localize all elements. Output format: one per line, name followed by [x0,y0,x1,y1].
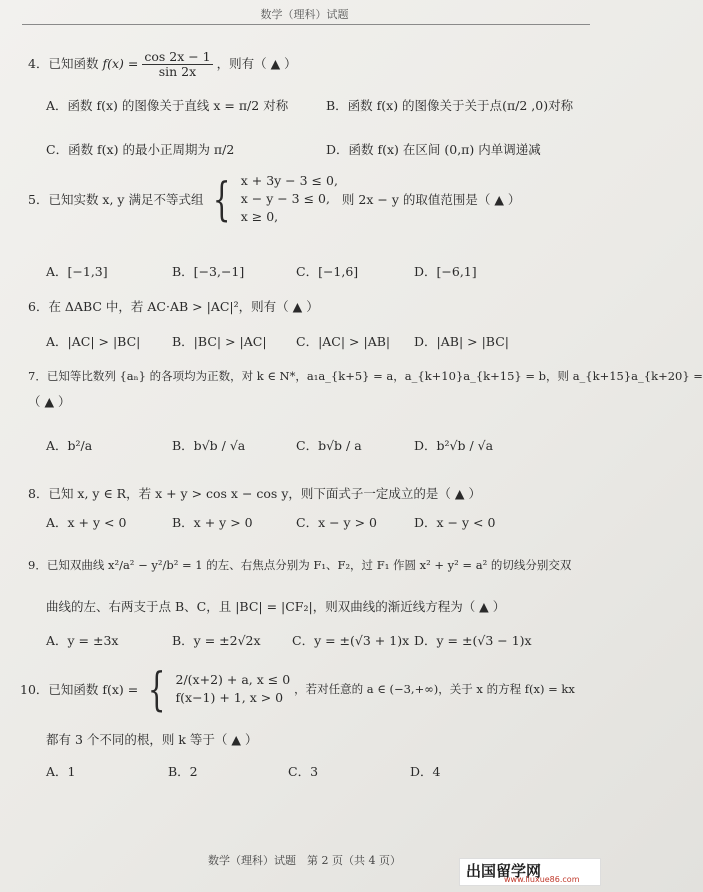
q10-piecewise [176,671,291,707]
q5-constraint-2: x − y − 3 ≤ 0, [240,191,330,207]
q7-option-d: D．b²√b / √a [414,438,494,453]
q10-stem-a: 10．已知函数 f(x) = [20,682,139,697]
q4-option-b: B．函数 f(x) 的图像关于关于点(π/2 ,0)对称 [326,98,574,113]
q8-option-a: A．x + y < 0 [46,515,127,530]
q4-eq: = [127,55,139,71]
q10-option-d: D．4 [410,764,441,779]
q5-brace: { [213,172,231,227]
q5-system [241,172,338,226]
q4-frac-num: cos 2x − 1 [144,49,211,64]
q8-option-d: D．x − y < 0 [414,515,496,530]
q10-brace: { [148,662,166,716]
q10-option-c: C．3 [288,764,319,779]
q6-option-b: B．|BC| > |AC| [172,334,267,349]
q6-option-a: A．|AC| > |BC| [46,334,141,349]
q10-piece-1: 2/(x+2) + a, x ≤ 0 [175,671,291,687]
page-footer: 数学（理科）试题 第 2 页（共 4 页） [208,854,401,867]
question-7-stem-2: （ ▲ ） [28,394,71,409]
q5-option-d: D．[−6,1] [414,264,477,279]
q4-option-d: D．函数 f(x) 在区间 (0,π) 内单调递减 [326,142,541,157]
q4-option-c: C．函数 f(x) 的最小正周期为 π/2 [46,142,235,157]
q9-option-a: A．y = ±3x [46,633,119,648]
q4-fraction [142,50,212,79]
q9-option-b: B．y = ±2√2x [172,633,261,648]
q6-option-d: D．|AB| > |BC| [414,334,509,349]
page-header: 数学（理科）试题 [260,8,349,21]
q5-stem-a: 5．已知实数 x, y 满足不等式组 [28,192,204,208]
q9-option-c: C．y = ±(√3 + 1)x [292,633,410,648]
q5-stem-b: 则 2x − y 的取值范围是（ ▲ ） [341,192,521,208]
question-9-stem-1: 9．已知双曲线 x²/a² − y²/b² = 1 的左、右焦点分别为 F₁、F₂，过 F₁ 作圆 x² + y² = a² 的切线分别交双 [28,558,572,572]
q8-option-b: B．x + y > 0 [172,515,253,530]
q7-option-a: A．b²/a [46,438,93,453]
q5-option-b: B．[−3,−1] [172,264,245,279]
q4-option-a: A．函数 f(x) 的图像关于直线 x = π/2 对称 [46,98,289,113]
site-watermark [459,858,601,886]
q8-option-c: C．x − y > 0 [296,515,377,530]
q10-option-b: B．2 [168,764,198,779]
question-7-stem-1: 7．已知等比数列 {aₙ} 的各项均为正数，对 k ∈ N*，a₁a_{k+5} = a，a_{k+10}a_{k+15} = b，则 a_{k+15}a_{k+20} = [28,369,703,383]
question-8-stem: 8．已知 x, y ∈ R，若 x + y > cos x − cos y，则下面式子一定成立的是（ ▲ ） [28,486,481,501]
watermark-url: www.liuxue86.com [504,875,580,884]
q4-fx: f(x) [102,55,124,71]
question-10-stem [20,662,575,716]
header-rule [22,24,590,25]
q5-option-c: C．[−1,6] [296,264,359,279]
question-9-stem-2: 曲线的左、右两支于点 B、C，且 |BC| = |CF₂|，则双曲线的渐近线方程为（ ▲ ） [46,599,506,614]
q6-option-c: C．|AC| > |AB| [296,334,391,349]
q9-option-d: D．y = ±(√3 − 1)x [414,633,532,648]
q5-option-a: A．[−1,3] [46,264,108,279]
q4-frac-den: sin 2x [158,63,197,79]
question-5-stem [28,172,520,226]
q4-stem-b: ，则有（ ▲ ） [216,55,297,71]
q10-stem-b: ，若对任意的 a ∈ (−3,+∞)，关于 x 的方程 f(x) = kx [294,682,575,696]
q5-constraint-1: x + 3y − 3 ≤ 0, [240,173,338,188]
q7-option-b: B．b√b / √a [172,438,246,453]
q10-piece-2: f(x−1) + 1, x > 0 [175,690,284,705]
question-6-stem: 6．在 ΔABC 中，若 AC·AB > |AC|²，则有（ ▲ ） [28,299,319,314]
q10-option-a: A．1 [46,764,76,779]
q4-stem-a: 4．已知函数 [28,55,99,71]
q7-option-c: C．b√b / a [296,438,362,453]
question-10-stem-2: 都有 3 个不同的根，则 k 等于（ ▲ ） [46,732,258,747]
watermark-logo: 出国留学网 [466,862,542,880]
q5-constraint-3: x ≥ 0, [240,209,279,225]
question-4-stem [28,50,297,79]
